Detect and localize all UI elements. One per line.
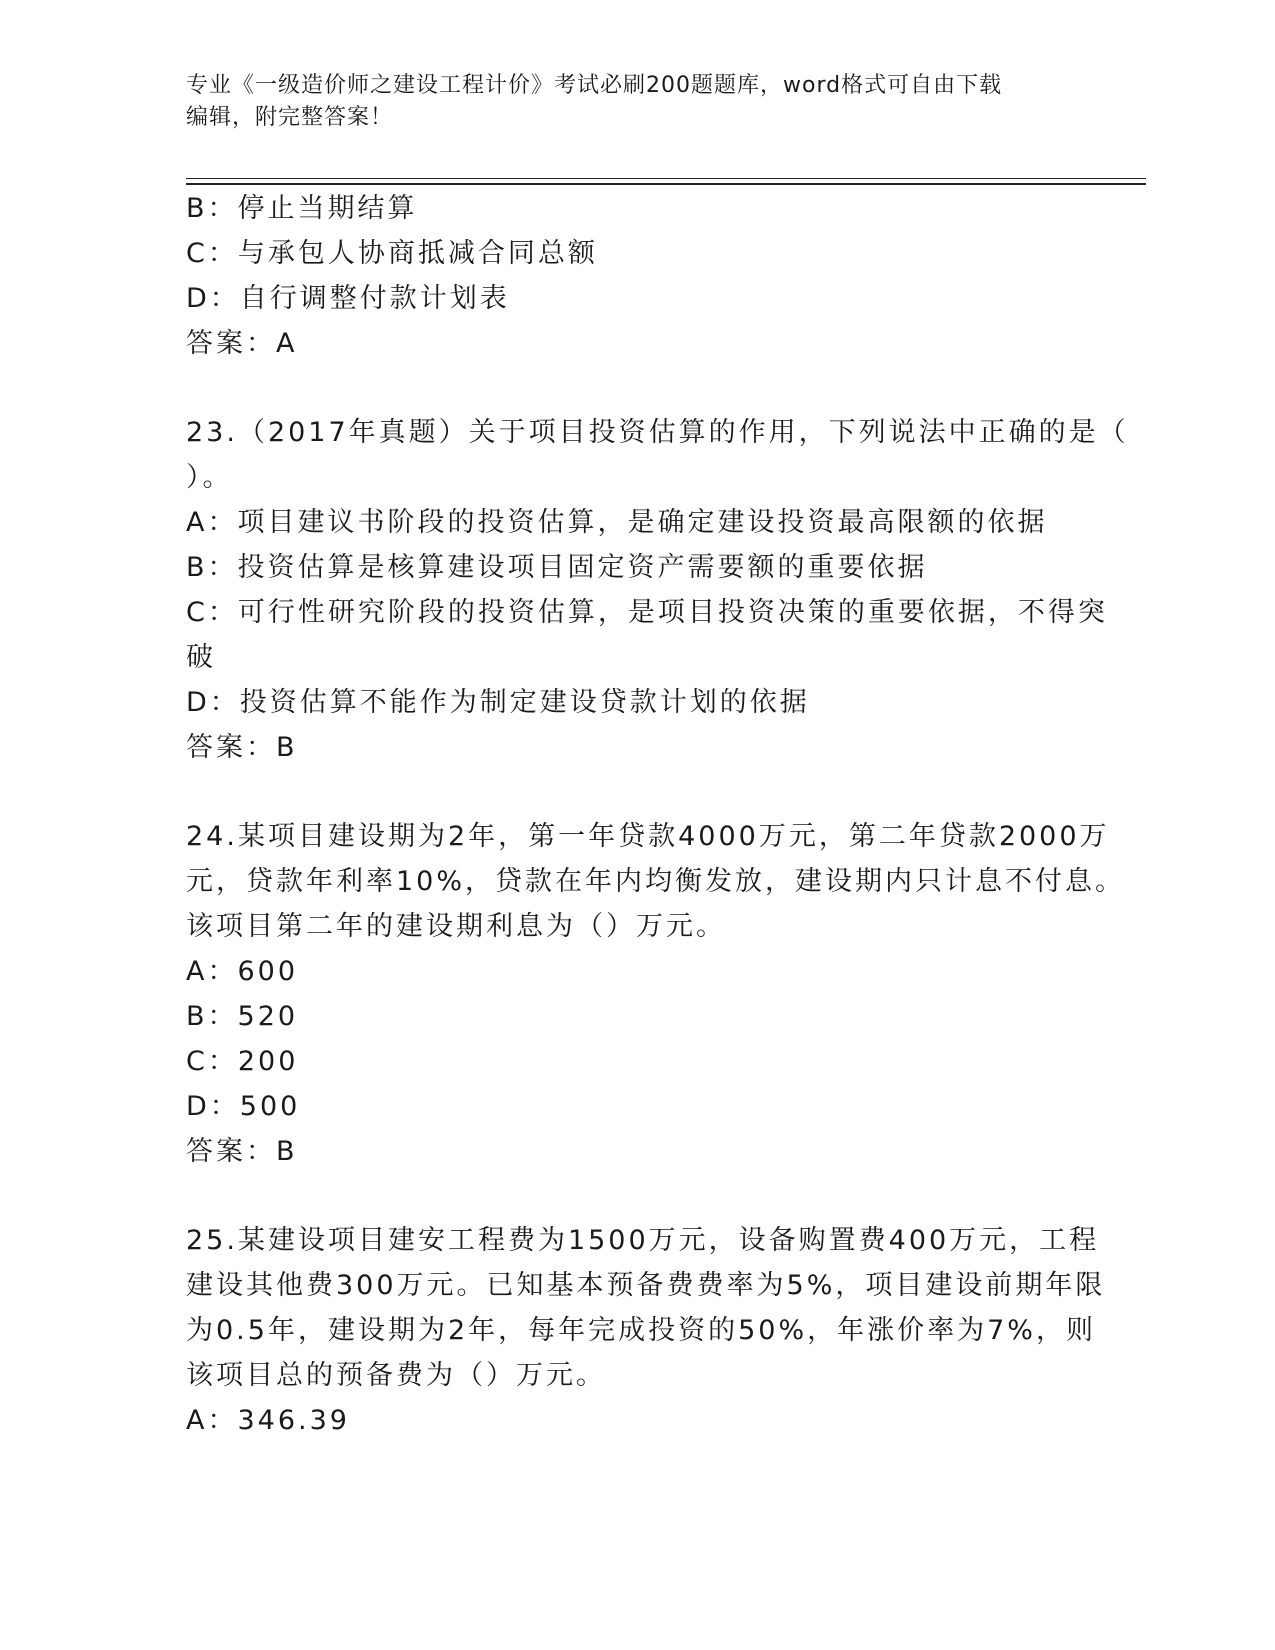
answer-line: 答案：B [186, 1136, 298, 1167]
option-d: D：投资估算不能作为制定建设贷款计划的依据 [186, 687, 810, 718]
question-text-line: 建设其他费300万元。已知基本预备费费率为5%，项目建设前期年限 [186, 1270, 1106, 1301]
answer-line: 答案：B [186, 732, 298, 763]
question-23-block [186, 410, 1129, 770]
question-text-line: 该项目第二年的建设期利息为（）万元。 [186, 911, 726, 942]
question-24-block [186, 814, 1126, 1174]
option-a: A：项目建议书阶段的投资估算，是确定建设投资最高限额的依据 [186, 507, 1048, 538]
option-b: B：520 [186, 1001, 299, 1032]
question-text-line: 为0.5年，建设期为2年，每年完成投资的50%，年涨价率为7%，则 [186, 1315, 1096, 1346]
header-divider-thick [186, 183, 1146, 185]
option-b: B：停止当期结算 [186, 193, 418, 224]
option-c: C：与承包人协商抵减合同总额 [186, 238, 598, 269]
question-25-block [186, 1218, 1106, 1443]
question-text-line: ）。 [186, 462, 233, 493]
option-c: C：200 [186, 1046, 299, 1077]
option-a: A：600 [186, 956, 299, 987]
option-c-continued: 破 [186, 642, 216, 673]
option-a: A：346.39 [186, 1405, 350, 1436]
question-22-block [186, 186, 1086, 366]
header-line-2: 编辑，附完整答案！ [186, 105, 394, 130]
document-header [186, 70, 1066, 134]
question-text-line: 25.某建设项目建安工程费为1500万元，设备购置费400万元，工程 [186, 1225, 1100, 1256]
header-divider-thin [186, 178, 1146, 179]
question-text-line: 该项目总的预备费为（）万元。 [186, 1360, 606, 1391]
question-content [186, 186, 1129, 1443]
question-text-line: 元，贷款年利率10%，贷款在年内均衡发放，建设期内只计息不付息。 [186, 866, 1126, 897]
option-c: C：可行性研究阶段的投资估算，是项目投资决策的重要依据，不得突 [186, 597, 1108, 628]
answer-line: 答案：A [186, 328, 298, 359]
option-d: D：500 [186, 1091, 301, 1122]
option-b: B：投资估算是核算建设项目固定资产需要额的重要依据 [186, 552, 928, 583]
option-d: D：自行调整付款计划表 [186, 283, 510, 314]
header-line-1: 专业《一级造价师之建设工程计价》考试必刷200题题库，word格式可自由下载 [186, 73, 1003, 98]
question-text-line: 24.某项目建设期为2年，第一年贷款4000万元，第二年贷款2000万 [186, 821, 1110, 852]
question-text-line: 23.（2017年真题）关于项目投资估算的作用，下列说法中正确的是（ [186, 417, 1129, 448]
